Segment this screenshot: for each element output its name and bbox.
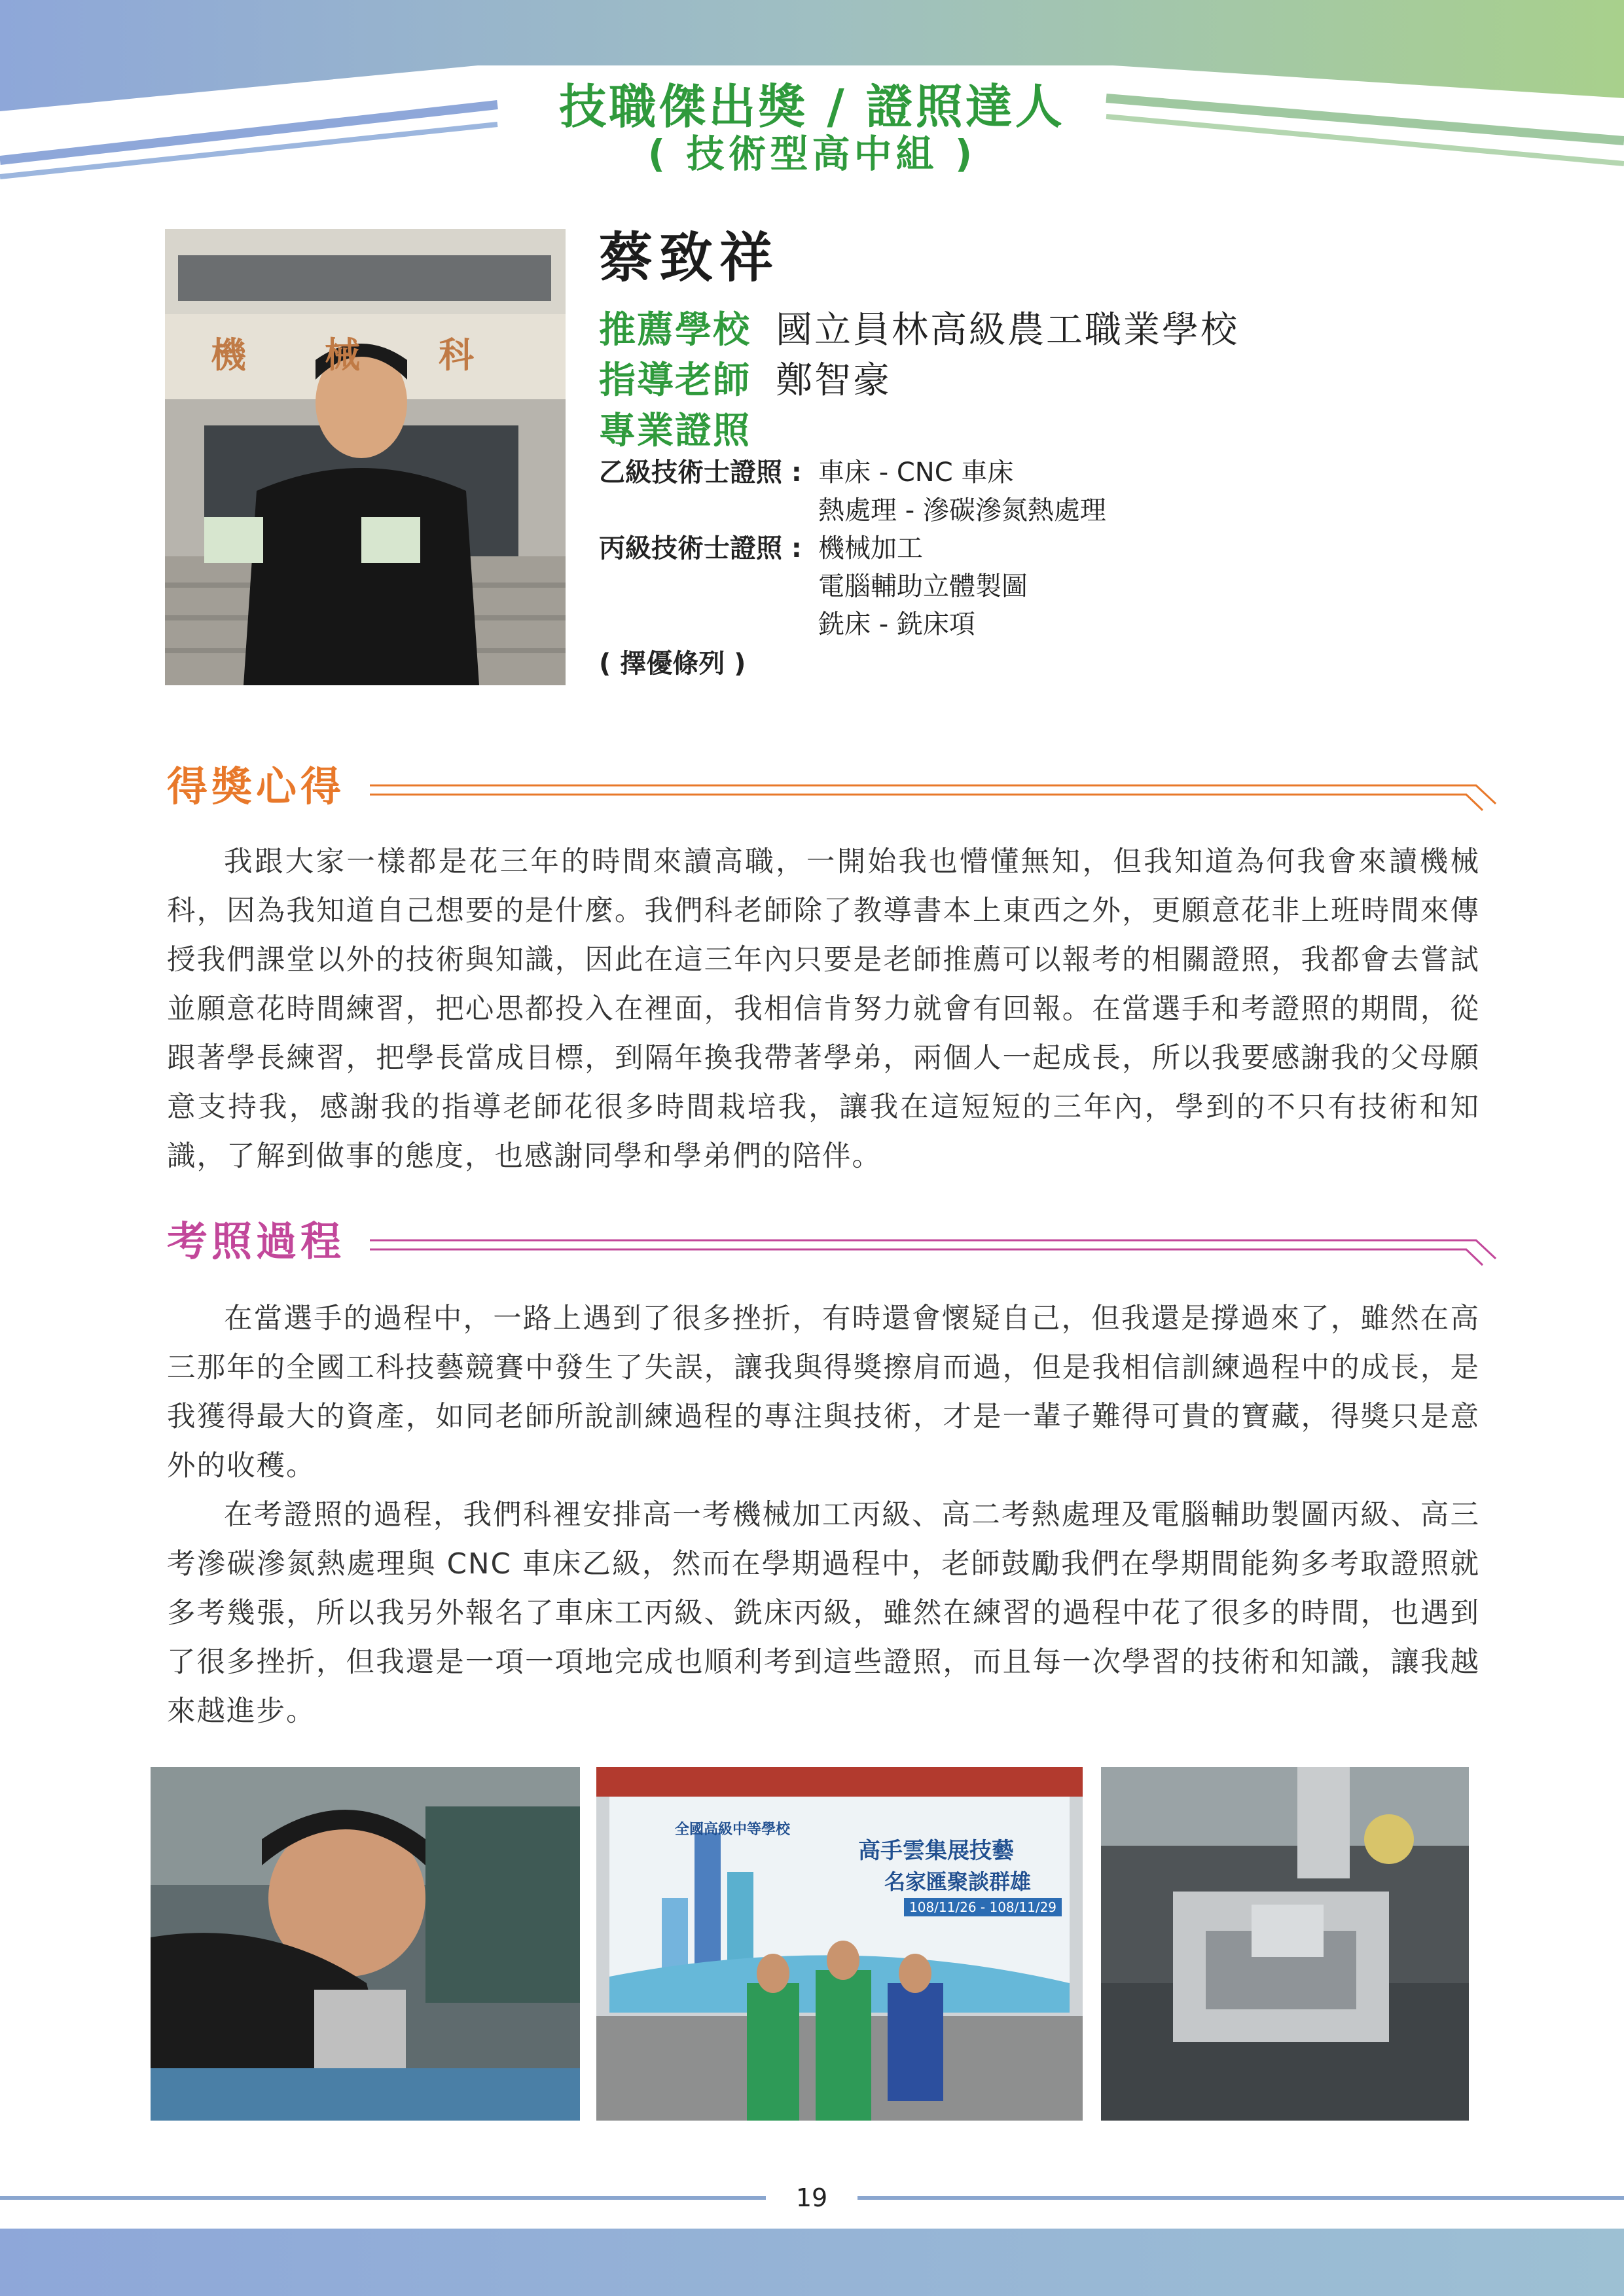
award-paragraph: 我跟大家一樣都是花三年的時間來讀高職，一開始我也懵懂無知，但我知道為何我會來讀機械科，因為我知道自己想要的是什麼。我們科老師除了教導書本上東西之外，更願意花非上班時間來傳授我們課堂以外的技術與知識，因此在這三年內只要是老師推薦可以報考的相關證照，我都會去嘗試並願意花時間練習，把心思都投入在裡面，我相信肯努力就會有回報。在當選手和考證照的期間，從跟著學長練習，把學長當成目標，到隔年換我帶著學弟，兩個人一起成長，所以我要感謝我的父母願意支持我，感謝我的指導老師花很多時間栽培我，讓我在這短短的三年內，學到的不只有技術和知識，了解到做事的態度，也感謝同學和學弟們的陪伴。 — [167, 846, 1480, 1173]
cert-note: ( 擇優條列 ) — [599, 649, 746, 679]
award-heading: 得獎心得 — [167, 762, 346, 810]
banner-text: 全國高級中等學校 — [675, 1821, 791, 1838]
exam-heading: 考照過程 — [167, 1217, 346, 1265]
award-heading-rule — [370, 779, 1509, 812]
gallery-photo-competition — [596, 1767, 1083, 2121]
exam-heading-rule — [370, 1234, 1509, 1266]
page-subtitle: ( 技術型高中組 ) — [647, 132, 977, 176]
banner-dates: 108/11/26 - 108/11/29 — [904, 1898, 1062, 1916]
exam-paragraph: 在當選手的過程中，一路上遇到了很多挫折，有時還會懷疑自己，但我還是撐過來了，雖然在高三那年的全國工科技藝競賽中發生了失誤，讓我與得獎擦肩而過，但是我相信訓練過程中的成長，是我獲得最大的資產，如同老師所說訓練過程的專注與技術，才是一輩子難得可貴的寶藏，得獎只是意外的收穫。 — [167, 1302, 1480, 1482]
photo-sign: 機 械 科 — [211, 334, 477, 376]
certificates-row — [599, 408, 776, 454]
teacher-value: 鄭智豪 — [776, 359, 892, 402]
portrait-photo — [165, 229, 566, 685]
cert-item: 熱處理 - 滲碳滲氮熱處理 — [818, 495, 1106, 526]
school-label: 推薦學校 — [599, 309, 751, 351]
cert-item: 電腦輔助立體製圖 — [818, 571, 1028, 601]
cert-group-label: 乙級技術士證照 : — [599, 457, 802, 488]
exam-paragraph: 在考證照的過程，我們科裡安排高一考機械加工丙級、高二考熱處理及電腦輔助製圖丙級、高三考滲碳滲氮熱處理與 CNC 車床乙級，然而在學期過程中，老師鼓勵我們在學期間能夠多考取證照就多考幾張，所以我另外報名了車床工丙級、銑床丙級，雖然在練習的過程中花了很多的時間，也遇到了很多挫折，但我還是一項一項地完成也順利考到這些證照，而且每一次學習的技術和知識，讓我越來越進步。 — [167, 1499, 1480, 1728]
school-value: 國立員林高級農工職業學校 — [776, 309, 1239, 351]
cert-item: 機械加工 — [818, 533, 923, 564]
cert-item: 車床 - CNC 車床 — [818, 457, 1014, 488]
gallery-photo-workshop — [151, 1767, 580, 2121]
student-name: 蔡致祥 — [599, 227, 780, 289]
teacher-row — [599, 358, 892, 404]
banner-text: 名家匯聚談群雄 — [884, 1869, 1032, 1894]
cert-item: 銑床 - 銑床項 — [818, 609, 975, 639]
page-title: 技職傑出獎 / 證照達人 — [559, 79, 1065, 134]
certificates-label: 專業證照 — [599, 410, 751, 452]
school-row — [599, 308, 1239, 353]
teacher-label: 指導老師 — [599, 359, 751, 402]
page-number: 19 — [795, 2183, 828, 2212]
gallery-photo-workpiece — [1101, 1767, 1469, 2121]
banner-text: 高手雲集展技藝 — [858, 1838, 1014, 1864]
cert-group-label: 丙級技術士證照 : — [599, 533, 802, 564]
